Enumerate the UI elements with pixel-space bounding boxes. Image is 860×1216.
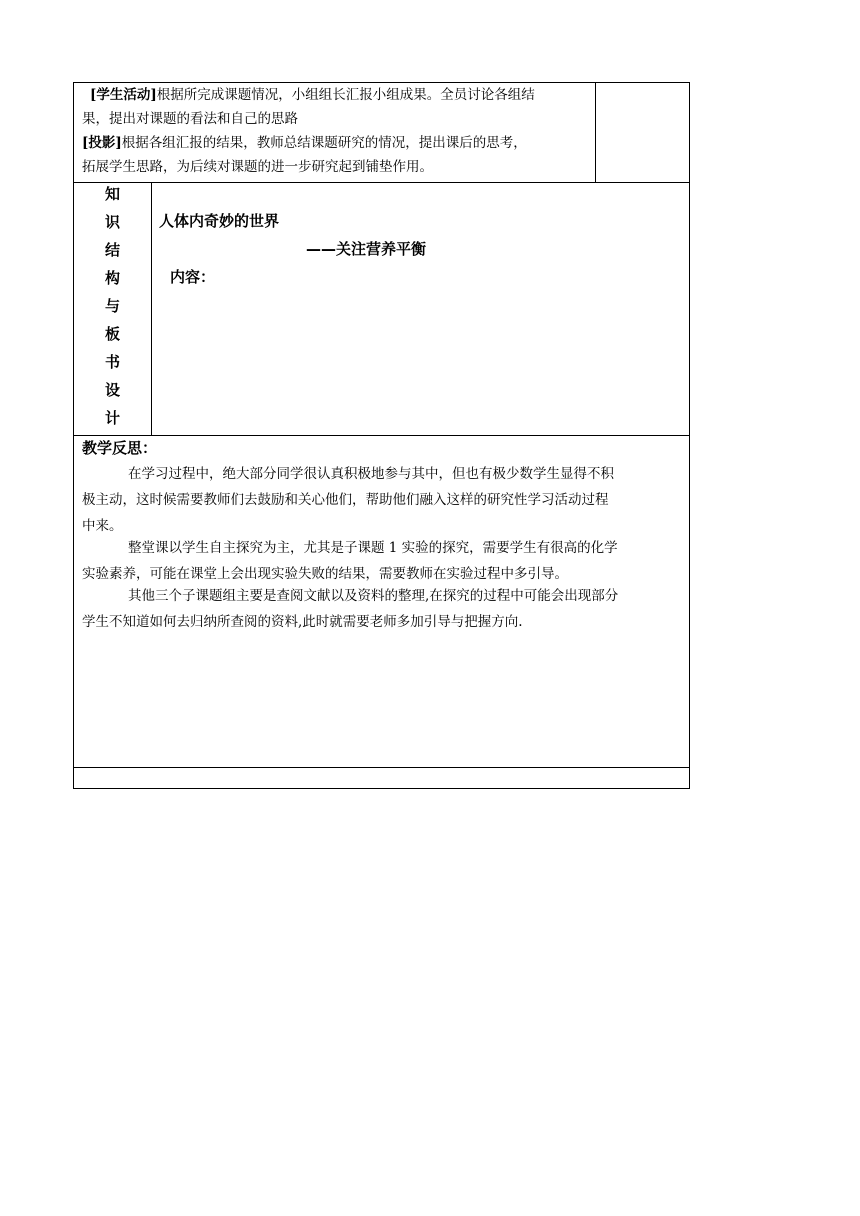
activity-side-column-divider [595,83,596,182]
activity-line-4: 拓展学生思路，为后续对课题的进一步研究起到铺垫作用。 [82,159,433,175]
board-title: 人体内奇妙的世界 [159,212,280,230]
activity-text-3: 根据各组汇报的结果，教师总结课题研究的情况，提出课后的思考， [121,135,527,151]
content-label: 内容： [170,268,216,286]
activity-line-3 [82,131,527,155]
row-divider-knowledge [74,435,689,436]
reflection-heading: 教学反思： [82,439,158,457]
student-activity-tag: [学生活动] [90,87,157,103]
label-char-8: 设 [104,381,120,399]
label-char-9: 计 [104,409,120,427]
label-char-2: 识 [104,213,120,231]
reflection-p2-line-1: 整堂课以学生自主探究为主，尤其是子课题 1 实验的探究，需要学生有很高的化学 [128,540,618,556]
reflection-p3-line-1: 其他三个子课题组主要是查阅文献以及资料的整理,在探究的过程中可能会出现部分 [128,588,619,604]
row-divider-reflection [74,767,689,768]
activity-line-2: 果，提出对课题的看法和自己的思路 [82,111,298,127]
reflection-p1-line-2: 极主动，这时候需要教师们去鼓励和关心他们，帮助他们融入这样的研究性学习活动过程 [82,492,609,508]
projection-tag: [投影] [82,135,122,151]
reflection-p1-line-1: 在学习过程中，绝大部分同学很认真积极地参与其中，但也有极少数学生显得不积 [128,466,614,482]
label-char-1: 知 [104,185,120,203]
reflection-p1-line-3: 中来。 [82,518,123,534]
label-char-4: 构 [104,269,120,287]
reflection-p2-line-2: 实验素养，可能在课堂上会出现实验失败的结果，需要教师在实验过程中多引导。 [82,566,568,582]
knowledge-label-column-divider [151,182,152,435]
label-char-5: 与 [104,297,120,315]
lesson-plan-table [73,82,690,789]
reflection-p3-line-2: 学生不知道如何去归纳所查阅的资料,此时就需要老师多加引导与把握方向. [82,614,523,630]
label-char-6: 板 [104,325,120,343]
label-char-7: 书 [104,353,120,371]
activity-text-1: 根据所完成课题情况，小组组长汇报小组成果。全员讨论各组结 [156,87,535,103]
row-divider-activity [74,182,689,183]
activity-line-1 [90,83,535,107]
board-subtitle: ——关注营养平衡 [306,240,427,258]
label-char-3: 结 [104,241,120,259]
